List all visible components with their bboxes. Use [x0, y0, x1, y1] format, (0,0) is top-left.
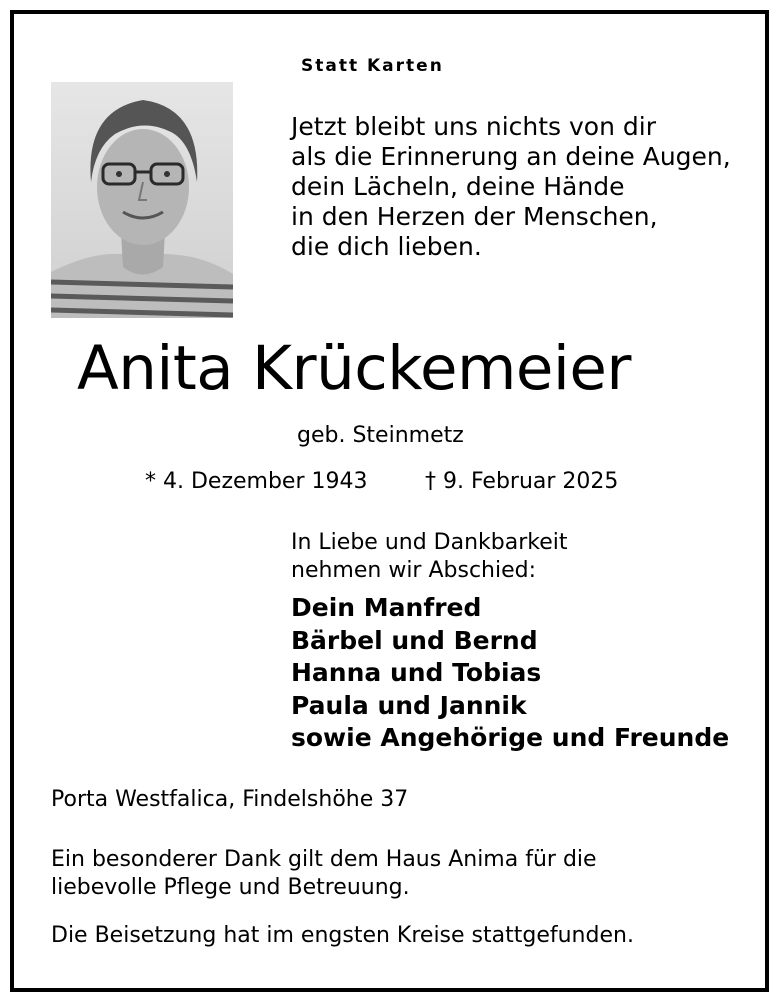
thanks-line: liebevolle Pflege und Betreuung.: [51, 875, 410, 900]
poem-line: Jetzt bleibt uns nichts von dir: [291, 112, 656, 141]
farewell-intro-line: nehmen wir Abschied:: [291, 558, 537, 583]
header-statt-karten: Statt Karten: [301, 56, 444, 76]
portrait-illustration: [51, 82, 233, 318]
death-date: † 9. Februar 2025: [425, 469, 619, 494]
thanks-note: [51, 846, 597, 902]
poem-line: in den Herzen der Menschen,: [291, 202, 658, 231]
mourner-entry: Dein Manfred: [291, 593, 482, 622]
farewell-intro: [291, 529, 568, 585]
poem-line: als die Erinnerung an deine Augen,: [291, 142, 731, 171]
mourner-entry: sowie Angehörige und Freunde: [291, 723, 730, 752]
maiden-name: geb. Steinmetz: [297, 423, 464, 448]
deceased-name: Anita Krückemeier: [77, 333, 631, 404]
thanks-line: Ein besonderer Dank gilt dem Haus Anima für die: [51, 847, 597, 872]
birth-date: * 4. Dezember 1943: [145, 469, 368, 494]
burial-note: Die Beisetzung hat im engsten Kreise stattgefunden.: [51, 923, 634, 948]
farewell-intro-line: In Liebe und Dankbarkeit: [291, 530, 568, 555]
mourner-entry: Bärbel und Bernd: [291, 625, 538, 655]
poem-line: dein Lächeln, deine Hände: [291, 172, 625, 201]
poem-line: die dich lieben.: [291, 232, 482, 261]
mourner-entry: Hanna und Tobias: [291, 658, 542, 687]
mourners-list: [291, 592, 729, 755]
portrait-photo: [51, 82, 233, 318]
mourner-entry: Paula und Jannik: [291, 690, 527, 720]
address: Porta Westfalica, Findelshöhe 37: [51, 787, 409, 812]
memorial-poem: [291, 112, 731, 262]
